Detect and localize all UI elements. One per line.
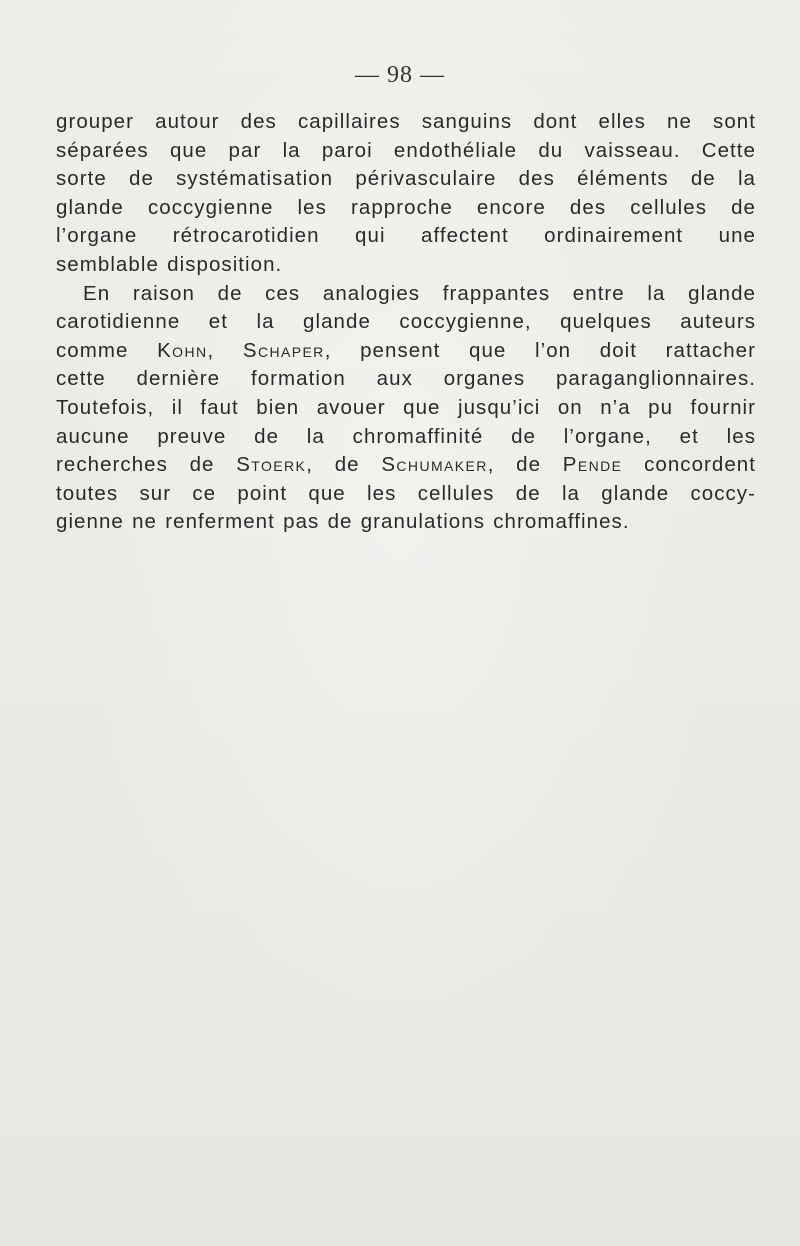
text-line [56,337,756,366]
text-line: séparées que par la paroi endothéliale du vaisseau. Cette [56,138,756,162]
text-line: Toutefois, il faut bien avouer que jusqu’ici on n’a pu fournir [56,395,756,419]
text-run: comme [56,338,158,362]
text-run: concordent [622,453,757,477]
author-name-kohn: Kohn [157,338,208,362]
text-run: , [207,338,243,362]
text-line: gienne ne renferment pas de granulations chromaffines. [56,510,630,534]
paragraph-1 [56,108,756,280]
text-run: , pensent que l’on doit rattacher [324,338,756,362]
author-name-schaper: Schaper [242,338,325,362]
page-number: — 98 — [355,62,445,88]
text-run: , de [306,453,382,477]
text-line: grouper autour des capillaires sanguins dont elles ne sont [56,110,756,133]
author-name-schumaker: Schumaker [381,453,488,477]
paragraph-2 [56,280,756,537]
text-line: l’organe rétrocarotidien qui affectent ordinairement une [56,224,756,248]
author-name-stoerk: Stoerk [236,453,307,477]
text-line: cette dernière formation aux organes paraganglionnaires. [56,367,756,391]
text-run: , de [487,453,563,477]
text-line: sorte de systématisation périvasculaire des éléments de la [56,167,756,191]
text-line: glande coccygienne les rapproche encore des cellules de [56,195,756,219]
body-text [56,108,756,537]
author-name-pende: Pende [562,453,623,477]
text-line: semblable disposition. [56,252,283,276]
text-line: En raison de ces analogies frappantes entre la glande [83,281,756,305]
text-line: toutes sur ce point que les cellules de la glande coccy- [56,481,756,505]
text-line [56,451,756,480]
text-line: aucune preuve de la chromaffinité de l’organe, et les [56,424,756,448]
text-run: recherches de [56,453,237,477]
text-line: carotidienne et la glande coccygienne, quelques auteurs [56,310,756,334]
